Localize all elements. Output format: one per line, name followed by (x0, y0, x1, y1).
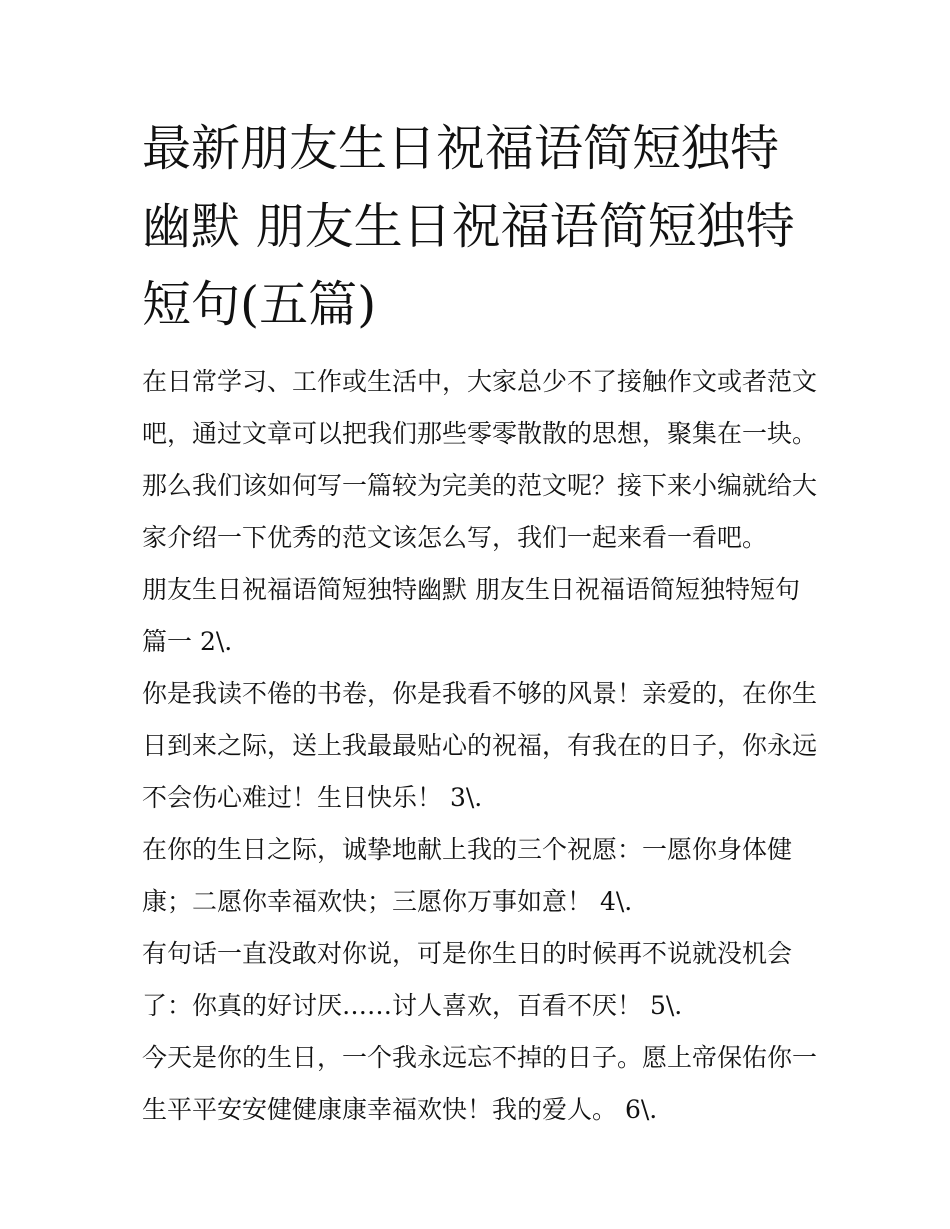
wish-paragraph-2 (142, 824, 818, 928)
text-line: 生平平安安健健康康幸福欢快！我的爱人。 6\. (142, 1095, 658, 1124)
title-line-3: 短句(五篇) (142, 276, 377, 333)
text-line: 在日常学习、工作或生活中，大家总少不了接触作文或者范文 (142, 367, 818, 396)
document-body (142, 356, 818, 1136)
text-line: 在你的生日之际，诚挚地献上我的三个祝愿：一愿你身体健 (142, 835, 793, 864)
text-line: 家介绍一下优秀的范文该怎么写，我们一起来看一看吧。 (142, 523, 768, 552)
section-heading-paragraph (142, 564, 818, 668)
text-line: 朋友生日祝福语简短独特幽默 朋友生日祝福语简短独特短句 (142, 575, 800, 604)
wish-paragraph-1 (142, 668, 818, 824)
intro-paragraph (142, 356, 818, 564)
wish-paragraph-3 (142, 928, 818, 1032)
text-line: 吧，通过文章可以把我们那些零零散散的思想，聚集在一块。 (142, 419, 818, 448)
text-line: 不会伤心难过！生日快乐！ 3\. (142, 783, 483, 812)
text-line: 篇一 2\. (142, 627, 233, 656)
text-line: 那么我们该如何写一篇较为完美的范文呢？接下来小编就给大 (142, 471, 818, 500)
text-line: 今天是你的生日，一个我永远忘不掉的日子。愿上帝保佑你一 (142, 1043, 818, 1072)
text-line: 日到来之际，送上我最最贴心的祝福，有我在的日子，你永远 (142, 731, 818, 760)
title-line-2: 幽默 朋友生日祝福语简短独特 (142, 198, 795, 255)
text-line: 你是我读不倦的书卷，你是我看不够的风景！亲爱的，在你生 (142, 679, 818, 708)
text-line: 有句话一直没敢对你说，可是你生日的时候再不说就没机会 (142, 939, 793, 968)
text-line: 康；二愿你幸福欢快；三愿你万事如意！ 4\. (142, 887, 633, 916)
text-line: 了：你真的好讨厌……讨人喜欢，百看不厌！ 5\. (142, 991, 683, 1020)
title-line-1: 最新朋友生日祝福语简短独特 (142, 120, 780, 177)
document-title (142, 110, 818, 344)
wish-paragraph-4 (142, 1032, 818, 1136)
document-page (142, 110, 818, 1136)
